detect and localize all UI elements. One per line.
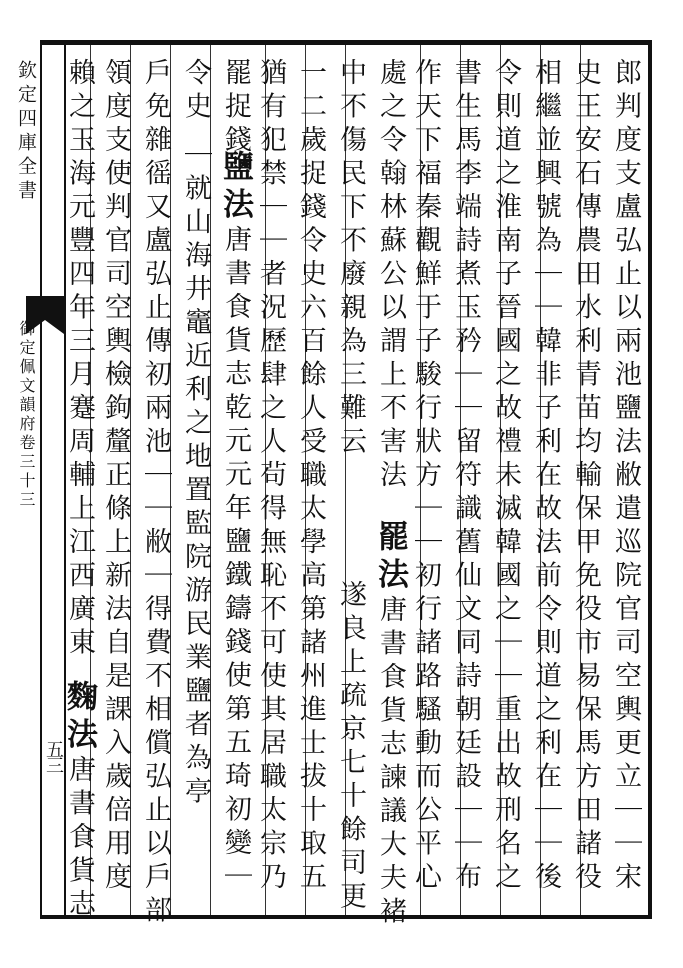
text-column: 史王安石傳農田水利青苗均輸保甲免役市易保馬方田諸役 bbox=[570, 58, 601, 896]
text-column: 作天下福秦觀鮮于子駿行狀方｜｜初行諸路騷動而公平心 bbox=[410, 58, 441, 896]
text-column: 猶有犯禁｜｜者況歷肆之人茍得無恥不可使其居職太宗乃 bbox=[255, 58, 286, 896]
text-column: 令史 bbox=[180, 58, 211, 125]
entry-head: 麴 bbox=[61, 680, 97, 718]
entry-text: 唐書食貨志諫議大夫褚 bbox=[375, 595, 406, 930]
text-column: 書生馬李端詩煮玉矜｜｜留符識舊仙文同詩朝廷設｜｜布 bbox=[450, 58, 481, 896]
entry-block bbox=[373, 520, 407, 930]
text-column: 罷捉錢 bbox=[220, 58, 251, 159]
entry-text: 唐書食貨志 bbox=[64, 755, 95, 923]
entry-head: 罷 bbox=[372, 520, 408, 558]
text-column: 一二歲捉錢令史六百餘人受職太學高第諸州進士拔十取五 bbox=[295, 58, 326, 896]
text-column: 賴之玉海元豐四年三月蹇周輔上江西廣東 bbox=[64, 58, 95, 661]
entry-block bbox=[218, 150, 252, 895]
entry-head-rest: 法 bbox=[372, 557, 408, 595]
entry-text: 唐書食貨志乾元元年鹽鐵鑄錢使第五琦初變｜ bbox=[220, 225, 251, 895]
entry-block bbox=[333, 580, 367, 915]
entry-text: ｜就山海井竈近利之地置監院游民業鹽者為亭 bbox=[180, 140, 211, 810]
entry-text: 良上疏京七十餘司更 bbox=[335, 613, 366, 915]
text-column: 令則道之淮南子晉國之故禮未滅韓國之｜｜重出故刑名之 bbox=[490, 58, 521, 896]
entry-head-rest: 法 bbox=[61, 717, 97, 755]
book-title: 欽定四庫全書 bbox=[15, 60, 37, 204]
text-column: 處之令翰林蘇公以謂上不害法 bbox=[375, 58, 406, 494]
entry-head: 鹽 bbox=[217, 150, 253, 188]
frame-right-border bbox=[648, 40, 652, 919]
entry-block bbox=[62, 680, 96, 923]
frame-top-border bbox=[40, 40, 652, 45]
text-column: 中不傷民下不廢親為三難云 bbox=[335, 58, 366, 460]
frame-bottom-border bbox=[40, 915, 652, 919]
text-column: 戶免雜徭又盧弘止傳初兩池｜｜敝｜得費不相償弘止以戶部 bbox=[140, 58, 171, 929]
entry-block bbox=[178, 140, 212, 810]
entry-head: 遂 bbox=[335, 580, 366, 614]
volume-title: 御定佩文韻府卷三十三 bbox=[17, 320, 36, 510]
page-margin bbox=[40, 40, 64, 919]
page-number: 五三 bbox=[43, 740, 64, 772]
text-column: 相繼並興號為｜｜韓非子利在故法前令則道之利在｜｜後 bbox=[530, 58, 561, 896]
text-column: 領度支使判官司空輿檢鉤釐正條上新法自是課入歲倍用度 bbox=[100, 58, 131, 896]
text-column: 郎判度支盧弘止以兩池鹽法敝遣巡院官司空輿更立｜｜宋 bbox=[610, 58, 641, 896]
entry-head-rest: 法 bbox=[217, 187, 253, 225]
